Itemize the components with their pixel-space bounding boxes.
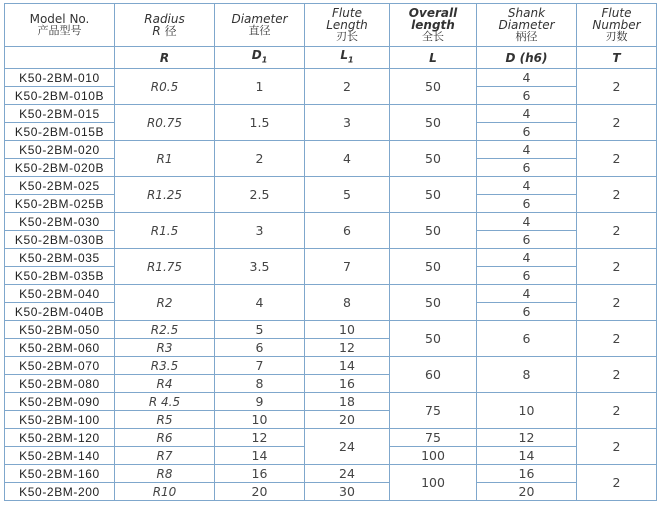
flute-number-cell: 2 [577, 249, 657, 285]
shank-diameter-cell: 6 [477, 231, 577, 249]
flute-number-cell: 2 [577, 285, 657, 321]
shank-diameter-cell: 6 [477, 87, 577, 105]
table-row [5, 285, 657, 303]
model-number-cell: K50-2BM-100 [5, 411, 115, 429]
flute-length-cell: 24 [305, 465, 390, 483]
flute-length-cell: 5 [305, 177, 390, 213]
table-row [5, 321, 657, 339]
header-flute-length-en1: Flute [332, 6, 362, 20]
overall-length-cell: 75 [390, 393, 477, 429]
header-flute-length-zh: 刃长 [336, 30, 358, 43]
shank-diameter-cell: 6 [477, 303, 577, 321]
header-model-zh: 产品型号 [37, 24, 82, 37]
overall-length-cell: 50 [390, 285, 477, 321]
shank-diameter-cell: 4 [477, 285, 577, 303]
overall-length-cell: 50 [390, 249, 477, 285]
model-number-cell: K50-2BM-010B [5, 87, 115, 105]
shank-diameter-cell: 6 [477, 195, 577, 213]
radius-cell: R1 [115, 141, 215, 177]
model-number-cell: K50-2BM-025 [5, 177, 115, 195]
diameter-cell: 1.5 [215, 105, 305, 141]
flute-number-cell: 2 [577, 393, 657, 429]
diameter-cell: 7 [215, 357, 305, 375]
overall-length-cell: 100 [390, 465, 477, 501]
symbol-overall-length: L [390, 47, 477, 69]
model-number-cell: K50-2BM-010 [5, 69, 115, 87]
flute-length-cell: 12 [305, 339, 390, 357]
diameter-cell: 16 [215, 465, 305, 483]
model-number-cell: K50-2BM-020B [5, 159, 115, 177]
shank-diameter-cell: 6 [477, 123, 577, 141]
radius-cell: R2 [115, 285, 215, 321]
flute-number-cell: 2 [577, 321, 657, 357]
header-flute-length [305, 4, 390, 47]
header-flute-number-en2: Number [592, 18, 641, 32]
flute-length-cell: 30 [305, 483, 390, 501]
symbol-diameter-letter: D [251, 48, 262, 62]
overall-length-cell: 60 [390, 357, 477, 393]
shank-diameter-cell: 4 [477, 249, 577, 267]
radius-cell: R1.75 [115, 249, 215, 285]
table-row [5, 177, 657, 195]
model-number-cell: K50-2BM-050 [5, 321, 115, 339]
flute-number-cell: 2 [577, 105, 657, 141]
radius-cell: R10 [115, 483, 215, 501]
header-radius-zh: 径 [164, 24, 177, 38]
radius-cell: R 4.5 [115, 393, 215, 411]
spec-table-body [5, 69, 657, 501]
header-radius-symbol: R [152, 24, 161, 38]
radius-cell: R2.5 [115, 321, 215, 339]
symbol-shank: D (h6) [477, 47, 577, 69]
overall-length-cell: 50 [390, 69, 477, 105]
header-overall-length-en1: Overall [408, 6, 458, 20]
flute-length-cell: 8 [305, 285, 390, 321]
radius-cell: R6 [115, 429, 215, 447]
shank-diameter-cell: 20 [477, 483, 577, 501]
radius-cell: R8 [115, 465, 215, 483]
flute-length-cell: 14 [305, 357, 390, 375]
radius-cell: R1.5 [115, 213, 215, 249]
flute-length-cell: 16 [305, 375, 390, 393]
overall-length-cell: 50 [390, 177, 477, 213]
flute-length-cell: 18 [305, 393, 390, 411]
overall-length-cell: 50 [390, 213, 477, 249]
header-overall-length [390, 4, 477, 47]
flute-number-cell: 2 [577, 177, 657, 213]
symbol-model [5, 47, 115, 69]
header-shank-en2: Diameter [498, 18, 555, 32]
flute-length-cell: 10 [305, 321, 390, 339]
radius-cell: R4 [115, 375, 215, 393]
radius-cell: R5 [115, 411, 215, 429]
model-number-cell: K50-2BM-040B [5, 303, 115, 321]
table-row [5, 105, 657, 123]
model-number-cell: K50-2BM-030 [5, 213, 115, 231]
header-diameter-en: Diameter [231, 12, 288, 26]
overall-length-cell: 50 [390, 141, 477, 177]
symbol-flute-length-letter: L [340, 48, 349, 62]
model-number-cell: K50-2BM-015 [5, 105, 115, 123]
table-row [5, 69, 657, 87]
header-flute-length-en2: Length [326, 18, 368, 32]
header-shank-zh: 柄径 [515, 30, 538, 43]
shank-diameter-cell: 6 [477, 267, 577, 285]
model-number-cell: K50-2BM-090 [5, 393, 115, 411]
header-overall-length-zh: 全长 [422, 30, 444, 43]
overall-length-cell: 75 [390, 429, 477, 447]
diameter-cell: 12 [215, 429, 305, 447]
table-row [5, 393, 657, 411]
shank-diameter-cell: 16 [477, 465, 577, 483]
flute-length-cell: 7 [305, 249, 390, 285]
radius-cell: R7 [115, 447, 215, 465]
shank-diameter-cell: 4 [477, 177, 577, 195]
flute-number-cell: 2 [577, 429, 657, 465]
model-number-cell: K50-2BM-080 [5, 375, 115, 393]
table-row [5, 465, 657, 483]
header-diameter [215, 4, 305, 47]
symbol-flute-length [305, 47, 390, 69]
shank-diameter-cell: 4 [477, 69, 577, 87]
model-number-cell: K50-2BM-140 [5, 447, 115, 465]
model-number-cell: K50-2BM-015B [5, 123, 115, 141]
radius-cell: R0.5 [115, 69, 215, 105]
model-number-cell: K50-2BM-200 [5, 483, 115, 501]
flute-length-cell: 3 [305, 105, 390, 141]
header-model-en: Model No. [29, 12, 90, 26]
diameter-cell: 2 [215, 141, 305, 177]
shank-diameter-cell: 4 [477, 213, 577, 231]
overall-length-cell: 100 [390, 447, 477, 465]
flute-length-cell: 4 [305, 141, 390, 177]
radius-cell: R0.75 [115, 105, 215, 141]
header-radius-en: Radius [144, 12, 185, 26]
diameter-cell: 1 [215, 69, 305, 105]
diameter-cell: 4 [215, 285, 305, 321]
diameter-cell: 10 [215, 411, 305, 429]
table-row [5, 141, 657, 159]
radius-cell: R3.5 [115, 357, 215, 375]
diameter-cell: 9 [215, 393, 305, 411]
diameter-cell: 3.5 [215, 249, 305, 285]
table-row [5, 213, 657, 231]
symbol-flute-length-sub: 1 [348, 55, 354, 65]
flute-length-cell: 2 [305, 69, 390, 105]
overall-length-cell: 50 [390, 105, 477, 141]
flute-length-cell: 20 [305, 411, 390, 429]
model-number-cell: K50-2BM-040 [5, 285, 115, 303]
diameter-cell: 2.5 [215, 177, 305, 213]
flute-number-cell: 2 [577, 141, 657, 177]
symbol-row [5, 47, 657, 69]
symbol-flute-number: T [577, 47, 657, 69]
model-number-cell: K50-2BM-035 [5, 249, 115, 267]
shank-diameter-cell: 14 [477, 447, 577, 465]
header-diameter-zh: 直径 [248, 24, 271, 37]
table-row [5, 483, 657, 501]
model-number-cell: K50-2BM-025B [5, 195, 115, 213]
flute-number-cell: 2 [577, 213, 657, 249]
table-row [5, 249, 657, 267]
header-shank-diameter [477, 4, 577, 47]
diameter-cell: 20 [215, 483, 305, 501]
radius-cell: R3 [115, 339, 215, 357]
header-flute-number-en1: Flute [601, 6, 632, 20]
shank-diameter-cell: 4 [477, 105, 577, 123]
shank-diameter-cell: 8 [477, 357, 577, 393]
radius-cell: R1.25 [115, 177, 215, 213]
model-number-cell: K50-2BM-120 [5, 429, 115, 447]
diameter-cell: 3 [215, 213, 305, 249]
header-flute-number [577, 4, 657, 47]
header-shank-en1: Shank [507, 6, 546, 20]
diameter-cell: 14 [215, 447, 305, 465]
model-number-cell: K50-2BM-160 [5, 465, 115, 483]
model-number-cell: K50-2BM-035B [5, 267, 115, 285]
header-row [5, 4, 657, 47]
flute-length-cell: 24 [305, 429, 390, 465]
model-number-cell: K50-2BM-020 [5, 141, 115, 159]
header-flute-number-zh: 刃数 [605, 30, 628, 43]
model-number-cell: K50-2BM-070 [5, 357, 115, 375]
spec-table [4, 3, 657, 501]
symbol-diameter [215, 47, 305, 69]
shank-diameter-cell: 6 [477, 321, 577, 357]
flute-number-cell: 2 [577, 357, 657, 393]
table-row [5, 429, 657, 447]
shank-diameter-cell: 4 [477, 141, 577, 159]
shank-diameter-cell: 10 [477, 393, 577, 429]
flute-number-cell: 2 [577, 465, 657, 501]
symbol-radius: R [115, 47, 215, 69]
shank-diameter-cell: 6 [477, 159, 577, 177]
flute-length-cell: 6 [305, 213, 390, 249]
flute-number-cell: 2 [577, 69, 657, 105]
header-model [5, 4, 115, 47]
overall-length-cell: 50 [390, 321, 477, 357]
shank-diameter-cell: 12 [477, 429, 577, 447]
model-number-cell: K50-2BM-060 [5, 339, 115, 357]
symbol-diameter-sub: 1 [261, 55, 268, 65]
table-row [5, 357, 657, 375]
diameter-cell: 8 [215, 375, 305, 393]
header-radius [115, 4, 215, 47]
diameter-cell: 5 [215, 321, 305, 339]
model-number-cell: K50-2BM-030B [5, 231, 115, 249]
header-overall-length-en2: length [411, 18, 455, 32]
diameter-cell: 6 [215, 339, 305, 357]
